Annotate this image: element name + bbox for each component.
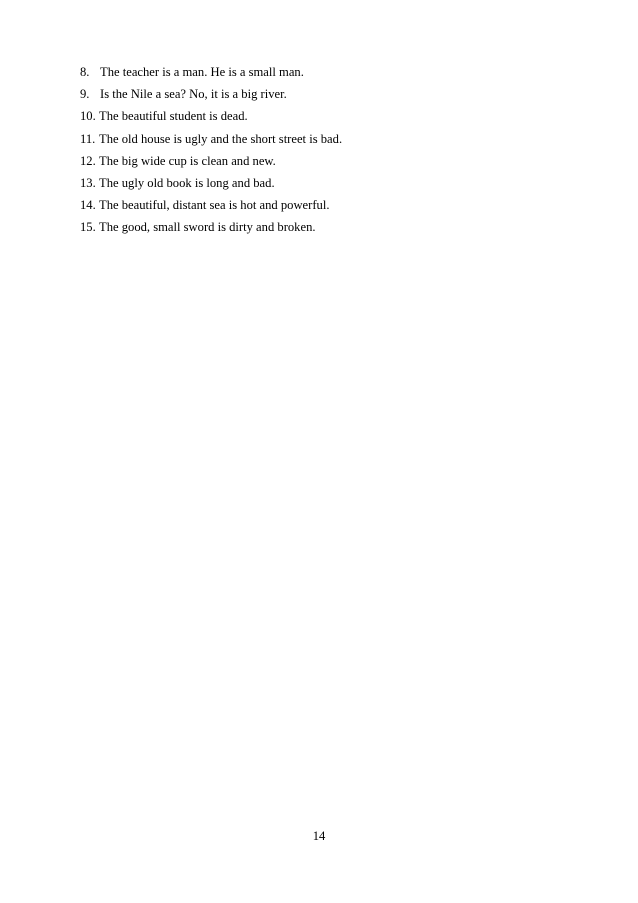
sentence-text: The teacher is a man. He is a small man. [100, 65, 304, 79]
sentence-text: The beautiful student is dead. [99, 109, 248, 124]
sentence-number: 12. [80, 153, 96, 168]
page-number: 14 [312, 829, 326, 843]
sentence-number: 13. [80, 175, 96, 190]
sentence-item [80, 128, 342, 150]
sentence-number: 8. [80, 65, 90, 79]
sentence-item [80, 83, 342, 105]
sentence-number: 15. [80, 220, 96, 235]
sentence-item [80, 172, 342, 194]
sentence-number: 14. [80, 198, 96, 213]
sentence-item [80, 150, 342, 172]
sentence-text: The good, small sword is dirty and broken. [99, 220, 316, 235]
sentence-item [80, 194, 342, 216]
sentence-item [80, 61, 342, 83]
sentence-number: 11. [80, 131, 96, 146]
sentence-text: The big wide cup is clean and new. [99, 153, 276, 168]
sentence-item [80, 105, 342, 127]
sentence-text: The old house is ugly and the short street is bad. [99, 131, 343, 146]
sentence-list [80, 61, 342, 239]
sentence-text: The ugly old book is long and bad. [99, 175, 275, 190]
sentence-number: 9. [80, 87, 90, 102]
sentence-text: The beautiful, distant sea is hot and powerful. [99, 198, 330, 213]
sentence-number: 10. [80, 109, 96, 124]
sentence-text: Is the Nile a sea? No, it is a big river. [100, 87, 287, 102]
sentence-item [80, 216, 342, 238]
